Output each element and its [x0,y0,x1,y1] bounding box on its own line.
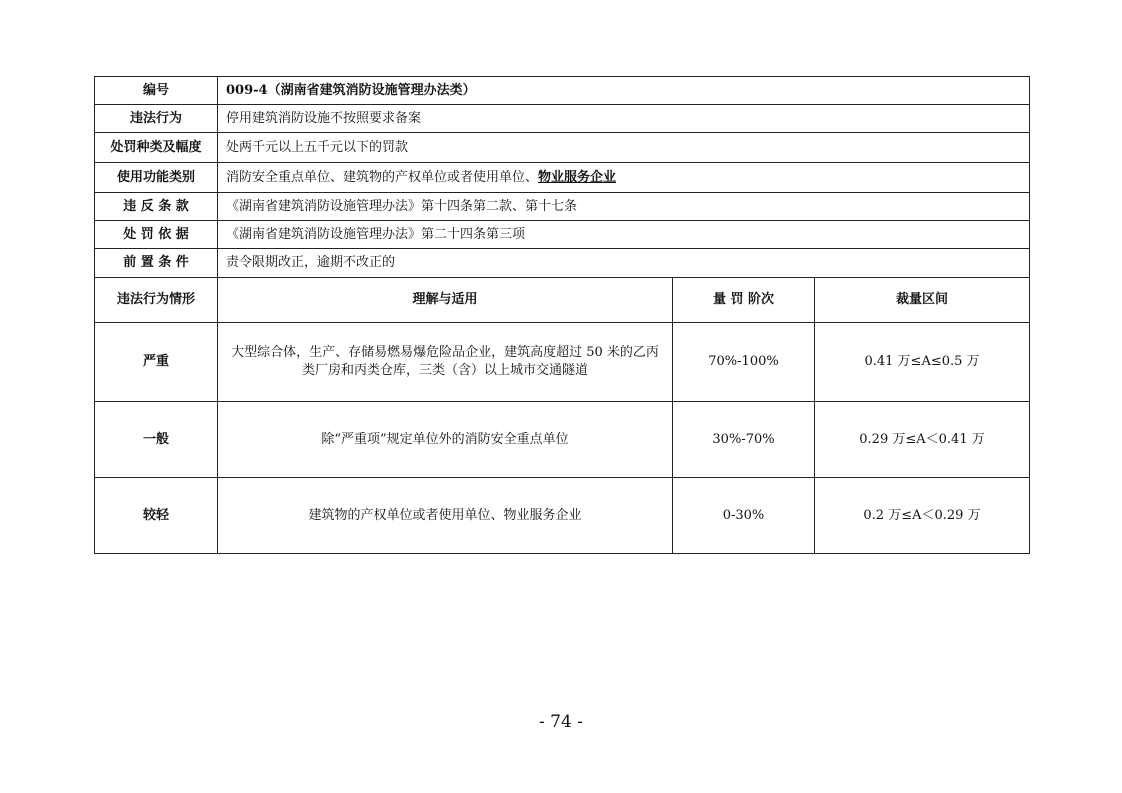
level-stage: 70%-100% [673,323,815,402]
row-value-prefix: 消防安全重点单位、建筑物的产权单位或者使用单位、 [226,169,539,185]
level-name: 严重 [95,323,218,402]
row-value: 责令限期改正，逾期不改正的 [218,249,1030,278]
header-range: 裁量区间 [815,278,1030,323]
level-row-severe [95,323,1030,402]
level-range: 0.29 万≤A＜0.41 万 [815,402,1030,478]
row-label: 前 置 条 件 [95,249,218,278]
level-stage: 30%-70% [673,402,815,478]
row-violated-article [95,193,1030,221]
header-application: 理解与适用 [218,278,673,323]
level-application: 除“严重项”规定单位外的消防安全重点单位 [218,402,673,478]
row-label: 处 罚 依 据 [95,221,218,249]
row-penalty-type [95,133,1030,163]
row-value: 009-4（湖南省建筑消防设施管理办法类） [218,77,1030,105]
level-name: 一般 [95,402,218,478]
row-value: 处两千元以上五千元以下的罚款 [218,133,1030,163]
row-label: 处罚种类及幅度 [95,133,218,163]
row-id [95,77,1030,105]
level-range: 0.2 万≤A＜0.29 万 [815,478,1030,554]
level-row-minor [95,478,1030,554]
level-range: 0.41 万≤A≤0.5 万 [815,323,1030,402]
header-stage: 量 罚 阶次 [673,278,815,323]
row-value-emphasis: 物业服务企业 [538,169,617,185]
header-row [95,278,1030,323]
row-value: 停用建筑消防设施不按照要求备案 [218,105,1030,133]
row-function-category [95,163,1030,193]
row-value [218,163,1030,193]
level-stage: 0-30% [673,478,815,554]
row-precondition [95,249,1030,278]
row-penalty-basis [95,221,1030,249]
row-label: 编号 [95,77,218,105]
level-application: 大型综合体，生产、存储易燃易爆危险品企业，建筑高度超过 50 米的乙丙类厂房和丙类仓库，三类（含）以上城市交通隧道 [218,323,673,402]
row-value: 《湖南省建筑消防设施管理办法》第二十四条第三项 [218,221,1030,249]
level-row-general [95,402,1030,478]
level-application: 建筑物的产权单位或者使用单位、物业服务企业 [218,478,673,554]
header-situation: 违法行为情形 [95,278,218,323]
row-label: 违法行为 [95,105,218,133]
row-violation [95,105,1030,133]
penalty-table [94,76,1030,554]
row-label: 使用功能类别 [95,163,218,193]
row-label: 违 反 条 款 [95,193,218,221]
level-name: 较轻 [95,478,218,554]
page-number: - 74 - [539,712,583,732]
row-value: 《湖南省建筑消防设施管理办法》第十四条第二款、第十七条 [218,193,1030,221]
